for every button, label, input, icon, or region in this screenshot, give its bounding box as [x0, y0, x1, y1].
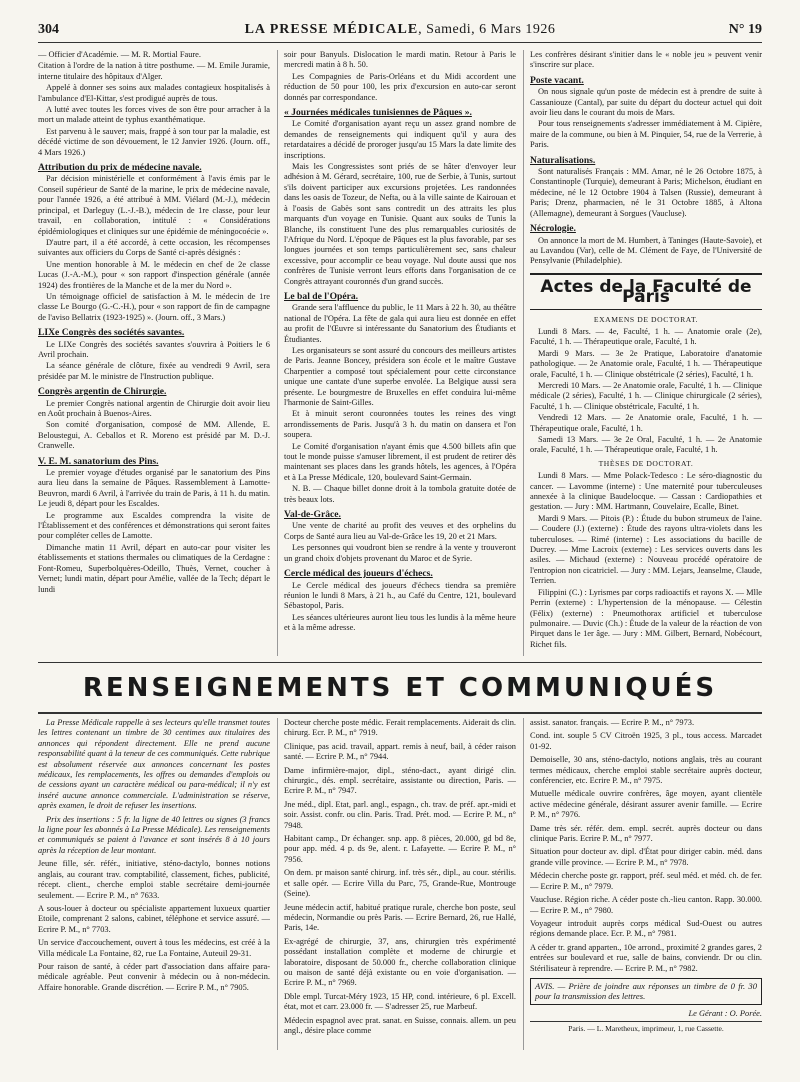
thesis-entry: Lundi 8 Mars. — Mme Polack-Tedesco : Le séro-diagnostic du cancer. — Lavomme (interne) : Une maternité pour tuberculeuses annexée à la clinique Baudelocque. — Cassan : Cardiopathies et gestation. — Jury : MM. Hartmann, Couvelaire, Ecalle, Binet.: [530, 471, 762, 512]
classified-ad: Jne méd., dipl. Etat, parl. angl., espagn., ch. trav. de préf. apr.-midi et soir. Assist. confr. ou clin. Paris. Trad. Prét. mod. — Ecrire P. M., n° 7948.: [284, 799, 516, 830]
paragraph: La séance générale de clôture, fixée au vendredi 9 Avril, sera présidée par M. le ministre de l'Instruction publique.: [38, 361, 270, 381]
classifieds-prices: Prix des insertions : 5 fr. la ligne de 40 lettres ou signes (3 francs la ligne pour les abonnés à La Presse Médicale). Les renseignements et communiqués se paient à l'avance et sont insérés 8 à 10 jours après la réception de leur montant.: [38, 814, 270, 855]
section-heading: [38, 163, 270, 173]
paragraph: Le Comité d'organisation ayant reçu un assez grand nombre de demandes de renseignements qui indiquent qu'il y aura des retardataires a décidé de proroger jusqu'au 15 Mars la date limite des inscriptions.: [284, 119, 516, 160]
exam-entry: Samedi 13 Mars. — 3e 2e Oral, Faculté, 1 h. — 2e Anatomie orale, Faculté, 1 h. — Thérapeutique orale, Faculté, 1 h.: [530, 435, 762, 455]
section-heading: [530, 224, 762, 234]
heading-text: Poste vacant.: [530, 74, 584, 86]
issue-number: N° 19: [728, 22, 762, 37]
paragraph: D'autre part, il a été accordé, à cette occasion, les récompenses suivantes aux officiers du Corps de Santé ci-après désignés :: [38, 237, 270, 258]
paragraph: Pour tous renseignements s'adresser immédiatement à M. Cipière, maire de la commune, ou bien à M. Pinquier, 54, rue de la Verrerie, à Paris.: [530, 119, 762, 150]
paragraph: On nous signale qu'un poste de médecin est à prendre de suite à Cassaniouze (Cantal), par suite du départ du docteur actuel qui doit avoir lieu dans le courant du mois de Mars.: [530, 87, 762, 118]
paragraph: Les séances ultérieures auront lieu tous les lundis à la même heure et à la même adresse.: [284, 612, 516, 633]
exam-entry: Vendredi 12 Mars. — 2e Anatomie orale, Faculté, 1 h. — Thérapeutique orale, Faculté, 1 h.: [530, 413, 762, 433]
section-heading: [38, 328, 270, 338]
heading-text: Le bal de l'Opéra.: [284, 290, 359, 302]
classified-ad: Pour raison de santé, à céder part d'association dans affaire para-médicale agréable. Peut convenir à médecin ou à non-médecin. Affaire honorable. Grande discrétion. — Ecrire P. M., n° 7905.: [38, 961, 270, 992]
classified-ad: Ex-agrégé de chirurgie, 37, ans, chirurgien très expérimenté possédant installation complète et moderne de chirurgie et laboratoire, disposant de 50.000 fr., cherche collaboration clinique ou maison de santé déjà existante ou en voie d'organisation. — Ecrire P. M., n° 7969.: [284, 936, 516, 988]
paragraph: Son comité d'organisation, composé de MM. Allende, E. Beloustegui, A. Ceballos et R. Moreno est présidé par M. D.-J. Cranwelle.: [38, 420, 270, 451]
manager-signature: Le Gérant : O. Porée.: [688, 1008, 762, 1018]
column-rule: [523, 718, 524, 1050]
column-rule: [277, 50, 278, 656]
faculty-heading: Actes de la Faculté de Paris: [530, 273, 762, 310]
news-section: [38, 50, 762, 656]
thesis-entry: Mardi 9 Mars. — Pitois (P.) : Étude du bubon strumeux de l'aine. — Coudere (J.) (externe) : Étude des rayons ultra-violets dans les tuberculoses. — Rimé (interne) : Les associations du bacille de Ducrey. — Mme Lacroix (externe) : Les services ouverts dans les asiles. — Michaud (externe) : Nouveau procédé opératoire de l'entropion non cicatriciel. — Jury : MM. Lejars, Jeanselme, Claude, Terrien.: [530, 513, 762, 586]
classifieds-section: [38, 718, 762, 1050]
classified-ad: assist. sanator. français. — Ecrire P. M., n° 7973.: [530, 718, 695, 727]
section-rule: [38, 662, 762, 663]
journal-title: [38, 22, 762, 38]
issue-date: , Samedi, 6 Mars 1926: [418, 22, 556, 37]
thesis-entry: Filippini (C.) : Lyrismes par corps radioactifs et rayons X. — Mlle Perrin (externe) : L'hypertension de la ménopause. — Célestin (Félix) (externe) : Pneumothorax artificiel et tuberculose pulmonaire. — Duvic (Ch.) : Étude de la valeur de la réaction de von Pirquet dans le 1er âge. — Jury : MM. Gilbert, Bernard, Nobécourt, Richet fils.: [530, 587, 762, 649]
news-column-2: [284, 50, 516, 656]
classified-ad: Voyageur introduit auprès corps médical Sud-Ouest ou autres régions demande place. Ecr. P. M., n° 7981.: [530, 918, 762, 939]
paragraph: Les personnes qui voudront bien se rendre à la vente y trouveront un grand choix d'objets provenant du Maroc et de Syrie.: [284, 543, 516, 563]
paragraph: Sont naturalisés Français : MM. Amar, né le 26 Octobre 1875, à Constantinople (Turquie), demeurant à Paris; Michelson, étudiant en médecine, né le 12 Octobre 1904 à Talsen (Russie), demeurant à Paris; Drenz, pharmacien, né le 31 Octobre 1885, à Altona (Allemagne), demeurant à Sorgues (Vaucluse).: [530, 167, 762, 218]
paragraph: Les confrères désirant s'initier dans le « noble jeu » peuvent venir s'inscrire sur place.: [530, 50, 762, 70]
classified-ad: Mutuelle médicale ouvrire confrères, âge moyen, ayant clientèle active médecine générale, désirant assurer avenir famille. — Ecrire P. M., n° 7976.: [530, 789, 762, 820]
classified-ad: Vaucluse. Région riche. A céder poste ch.-lieu canton. Rapp. 30.000. — Ecrire P. M., n° 7980.: [530, 895, 762, 915]
section-heading: [530, 76, 762, 86]
paragraph: Le premier Congrès national argentin de Chirurgie doit avoir lieu en Août prochain à Buenos-Aires.: [38, 398, 270, 418]
heading-text: Cercle médical des joueurs d'échecs.: [284, 568, 433, 580]
paragraph: soir pour Banyuls. Dislocation le mardi matin. Retour à Paris le mercredi matin à 8 h. 50.: [284, 50, 516, 70]
classifieds-column-1: [38, 718, 270, 1050]
section-heading: [284, 510, 516, 520]
paragraph: — Officier d'Académie. — M. R. Mortial Faure.: [38, 50, 201, 59]
page-number: 304: [38, 22, 59, 37]
paragraph: Mais les Congressistes sont priés de se hâter d'envoyer leur adhésion à M. Gérard, secrétaire, 100, rue de Serbie, à Tunis, surtout s'ils doivent participer aux excursions projetées. Les randonnées dans les oasis de Tozeur, de Nefta, ou à la ville sainte de Kairouan et à l'oasis de Gabès sont sans contredit un des attraits les plus marquants d'un voyage en Tunisie. Quant aux souks de Tunis la Blanche, ils constituent l'une des plus remarquables curiosités de l'Afrique du Nord. L'époque de Pâques est la plus favorable, par ses longues journées et son temps particulièrement sec, sans chaleur excessive, pour accomplir ce beau voyage. Nul doute aussi que nos confrères de Tunisie verront leurs efforts dans l'organisation de ce Congrès attrayant couronnés d'un grand succès.: [284, 162, 516, 286]
classifieds-notice: La Presse Médicale rappelle à ses lecteurs qu'elle transmet toutes les lettres contenant un timbre de 30 centimes aux titulaires des annonces qui répondent directement. Elle ne prend aucune responsabilité quant à la teneur de ces communiqués. Cette rubrique est absolument réservée aux annonces concernant les postes médicaux, les remplacements, les offres ou demandes d'emplois ou de cessions ayant un caractère médical ou para-médical; il n'y est inséré aucune annonce commerciale. L'administration se réserve, après examen, le droit de refuser les insertions.: [38, 718, 270, 811]
thesis-subheading: THÈSES DE DOCTORAT.: [598, 458, 694, 468]
classified-ad: Habitant camp., Dr échanger. snp. app. 8 pièces, 20.000, gd bd 8e, pour app. méd. 4 p. ds 9e, alent. r. Lafayette. — Ecrire P. M., n° 7956.: [284, 834, 516, 864]
paragraph: N. B. — Chaque billet donne droit à la tombola gratuite dotée de très beaux lots.: [284, 484, 516, 504]
header-rule: [38, 42, 762, 43]
running-head: [38, 18, 762, 42]
paragraph: Est parvenu à le sauver; mais, frappé à son tour par la maladie, est décédé victime de son dévouement, le 12 Janvier 1926. (Journ. off., 4 Mars 1926.): [38, 126, 270, 157]
classified-ad: Situation pour docteur av. dipl. d'État pour diriger cabin. méd. dans grande ville province. — Ecrire P. M., n° 7978.: [530, 847, 762, 867]
classified-ad: Cond. int. souple 5 CV Citroën 1925, 3 pl., tous access. Marcadet 01-92.: [530, 731, 762, 751]
exam-subheading: EXAMENS DE DOCTORAT.: [593, 314, 699, 324]
classifieds-column-2: [284, 718, 516, 1050]
paragraph: Et à minuit seront couronnées toutes les reines des vingt arrondissements de Paris. Jusqu'à 3 h. du matin on dansera et l'on soupera.: [284, 409, 516, 440]
classified-ad: Demoiselle, 30 ans, sténo-dactylo, notions anglais, très au courant termes médicaux, cherche emploi stable secrétaire auprès docteur, conférencier, etc. Ecrire P. M., n° 7975.: [530, 755, 762, 786]
news-column-1: [38, 50, 270, 656]
section-heading: [530, 156, 762, 166]
paragraph: Le LIXe Congrès des sociétés savantes s'ouvrira à Poitiers le 6 Avril prochain.: [38, 339, 270, 359]
paragraph: Le programme aux Escaldes comprendra la visite de l'Établissement et des conférences et démonstrations qui seront faites pour compléter celles de Lamotte.: [38, 510, 270, 541]
paragraph: Dimanche matin 11 Avril, départ en auto-car pour visiter les établissements et stations thermales ou climatiques de la Cerdagne : Font-Romeu, Superbolquères-Odeillo, Thuès, Vernet, coucher à Vernet; lundi matin, départ pour Amélie, vallée de la Tech; départ le lundi: [38, 542, 270, 594]
heading-text: Nécrologie.: [530, 223, 576, 235]
classified-ad: Dame très sér. référ. dem. empl. secrét. auprès docteur ou dans clinique Paris. Ecrire P. M., n° 7977.: [530, 823, 762, 844]
printer-imprint: Paris. — L. Maretheux, imprimeur, 1, rue Cassette.: [530, 1021, 762, 1034]
heading-text: Attribution du prix de médecine navale.: [38, 162, 202, 174]
classifieds-banner: RENSEIGNEMENTS ET COMMUNIQUÉS: [82, 673, 718, 703]
classified-ad: Jeune médecin actif, habitué pratique rurale, cherche bon poste, seul médecin, Normandie ou près Paris. — Ecrire Bernard, 26, rue Hallé, Paris, 14e.: [284, 902, 516, 933]
classified-ad: A sous-louer à docteur ou spécialiste appartement luxueux quartier Etoile, comprenant 2 salons, cabinet, téléphone et service assuré. — Ecrire P. M., n° 7703.: [38, 903, 270, 934]
classified-ad: Dble empl. Turcat-Méry 1923, 15 HP, cond. intérieure, 6 pl. Excell. état, mot et carr. 23.000 fr. — S'adresser 25, rue Marbeuf.: [284, 991, 516, 1012]
classified-ad: Médecin espagnol avec prat. sanat. en Suisse, connais. allem. un peu angl., désire place comme: [284, 1015, 516, 1035]
journal-name: LA PRESSE MÉDICALE: [244, 22, 419, 37]
heading-text: Naturalisations.: [530, 154, 596, 166]
heading-text: LIXe Congrès des sociétés savantes.: [38, 327, 185, 339]
paragraph: A lutté avec toutes les forces vives de son être pour arracher à la mort un malade atteint de typhus exanthématique.: [38, 105, 270, 125]
column-rule: [277, 718, 278, 1050]
classified-ad: Jeune fille, sér. référ., initiative, sténo-dactylo, bonnes notions anglais, au courant trav. comptabilité, classement, fiches, publicité, récept. client., cherche emploi stable secrétaire demi-journée seulement. — Ecrire P. M., n° 7633.: [38, 859, 270, 900]
classifieds-column-3: [530, 718, 762, 1050]
paragraph: Par décision ministérielle et conformément à l'avis émis par le Conseil supérieur de Santé de la marine, le prix de médecine navale, pour l'année 1926, a été attribué à MM. Viélard (M.-J.), médecin principal, et Darleguy (L.-J.-B.), médecin de 1re classe, pour leur travail, en collaboration, intitulé : « Considérations épidémiologiques et cliniques sur une épidémie de méningocoécie ».: [38, 174, 270, 236]
classified-ad: A céder tr. grand apparten., 10e arrond., proximité 2 grandes gares, 2 entrées sur boulevard et rue, salle de bains, conviendr. Dr ou clin. Stérilisateur à reprendre. — Ecrire P. M., n° 7982.: [530, 942, 762, 973]
section-heading: [284, 108, 516, 118]
heading-text: « Journées médicales tunisiennes de Pâques ».: [284, 107, 472, 119]
exam-entry: Lundi 8 Mars. — 4e, Faculté, 1 h. — Anatomie orale (2e), Faculté, 1 h. — Thérapeutique orale, Faculté, 1 h.: [530, 326, 762, 347]
section-heading: [284, 292, 516, 302]
paragraph: Les organisateurs se sont assuré du concours des meilleurs artistes de Paris. Jeanne Boncey, présidera son école et le maître Gustave Charpentier a composé tout spécialement pour cette circonstance unique une cantate d'une superbe envolée. La Belgique aussi sera présente. Le bourgmestre de Bruxelles en effet conduira lui-même l'harmonie de Saint-Gilles.: [284, 345, 516, 407]
paragraph: Une vente de charité au profit des veuves et des orphelins du Corps de Santé aura lieu au Val-de-Grâce les 19, 20 et 21 Mars.: [284, 521, 516, 541]
paragraph: Grande sera l'affluence du public, le 11 Mars à 22 h. 30, au théâtre national de l'Opéra. La fête de gala qui aura lieu est donnée en effet au profit de l'Œuvre si intéressante du Sanatorium des Étudiants et Étudiantes.: [284, 303, 516, 344]
classified-ad: On dem. pr maison santé chirurg. inf. très sér., dipl., au cour. stérilis. et salle opér. — Ecrire Villa du Parc, 75, Grande-Rue, Montrouge (Seine).: [284, 868, 516, 899]
classified-ad: Docteur cherche poste médic. Ferait remplacements. Aiderait ds clin. chirurg. Ecr. P. M., n° 7919.: [284, 718, 516, 738]
exam-entry: Mardi 9 Mars. — 3e 2e Pratique, Laboratoire d'anatomie pathologique. — 2e Anatomie orale, Faculté, 1 h. — Thérapeutique orale, Faculté, 1 h. — Clinique obstétricale (2 séries), Faculté, 1 h.: [530, 348, 762, 379]
section-heading: [38, 387, 270, 397]
paragraph: On annonce la mort de M. Humbert, à Taninges (Haute-Savoie), et au Lavandou (Var), celle de M. Clément de Faye, de l'Université de Pensylvanie (Philadelphie).: [530, 235, 762, 266]
paragraph: Une mention honorable à M. le médecin en chef de 2e classe Lucas (J.-A.-M.), pour « son rapport d'inspection générale (année 1924) des frontières de la Manche et de la mer du Nord ».: [38, 259, 270, 290]
heading-text: V. E. M. sanatorium des Pins.: [38, 455, 159, 467]
paragraph: Le premier voyage d'études organisé par le sanatorium des Pins aura lieu dans la semaine de Pâques. Rassemblement à Lamotte-Beuvron, mardi 6 Avril, à l'arrivée du train de Paris, à 11 h. du matin. Le jeudi 8, départ pour les Escaldes.: [38, 468, 270, 509]
section-heading: [284, 569, 516, 579]
classified-ad: Un service d'accouchement, ouvert à tous les médecins, est créé à la Villa médicale La Fontaine, 82, rue La Fontaine, Auteuil 29-31.: [38, 938, 270, 958]
notice-box: AVIS. — Prière de joindre aux réponses un timbre de 0 fr. 30 pour la transmission des lettres.: [530, 978, 762, 1005]
paragraph: Appelé à donner ses soins aux malades contagieux hospitalisés à l'ambulance d'El-Kittar, s'est prodigué auprès de tous.: [38, 83, 270, 103]
exam-entry: Mercredi 10 Mars. — 2e Anatomie orale, Faculté, 1 h. — Clinique médicale (2 séries), Faculté, 1 h. — Clinique chirurgicale (2 séries), Faculté, 1 h. — Clinique obstétricale, Faculté, 1 h.: [530, 380, 762, 411]
paragraph: Le Cercle médical des joueurs d'échecs tiendra sa première réunion le lundi 8 Mars, à 21 h., au Café du Centre, 121, boulevard Sébastopol, Paris.: [284, 580, 516, 611]
news-column-3: [530, 50, 762, 656]
paragraph: Le Comité d'organisation n'ayant émis que 4.500 billets afin que tout le monde puisse s'amuser librement, il est prudent de retirer dès maintenant ses places dans les grands hôtels, les agences, à l'Opéra et à La Presse Médicale, 120, boulevard Saint-Germain.: [284, 441, 516, 482]
banner-rule: [38, 712, 762, 714]
heading-text: Val-de-Grâce.: [284, 509, 341, 521]
paragraph: Les Compagnies de Paris-Orléans et du Midi accordent une réduction de 50 pour 100, les prix d'excursion en auto-car seront donnés par correspondance.: [284, 71, 516, 102]
section-heading: [38, 457, 270, 467]
heading-text: Congrès argentin de Chirurgie.: [38, 386, 167, 398]
paragraph: Un témoignage officiel de satisfaction à M. le médecin de 1re classe Le Bourgo (G.-C.-H.), pour « son rapport de fin de campagne de l'aviso Bellatrix (1923-1925) ». (Journ. off., 3 Mars.): [38, 291, 270, 322]
classified-ad: Médecin cherche poste gr. rapport, préf. seul méd. et méd. ch. de fer. — Ecrire P. M., n° 7979.: [530, 871, 762, 891]
classified-ad: Dame infirmière-major, dipl., sténo-dact., ayant dirigé clin. chirurgic., dés. empl. secrétaire, assistante ou direction, Paris. — Ecrire P. M., n° 7947.: [284, 765, 516, 796]
column-rule: [523, 50, 524, 656]
classified-ad: Clinique, pas acid. travail, appart. remis à neuf, bail, à céder raison santé. — Ecrire P. M., n° 7944.: [284, 741, 516, 762]
paragraph: Citation à l'ordre de la nation à titre posthume. — M. Emile Juramie, interne titulaire des hôpitaux d'Alger.: [38, 61, 270, 81]
